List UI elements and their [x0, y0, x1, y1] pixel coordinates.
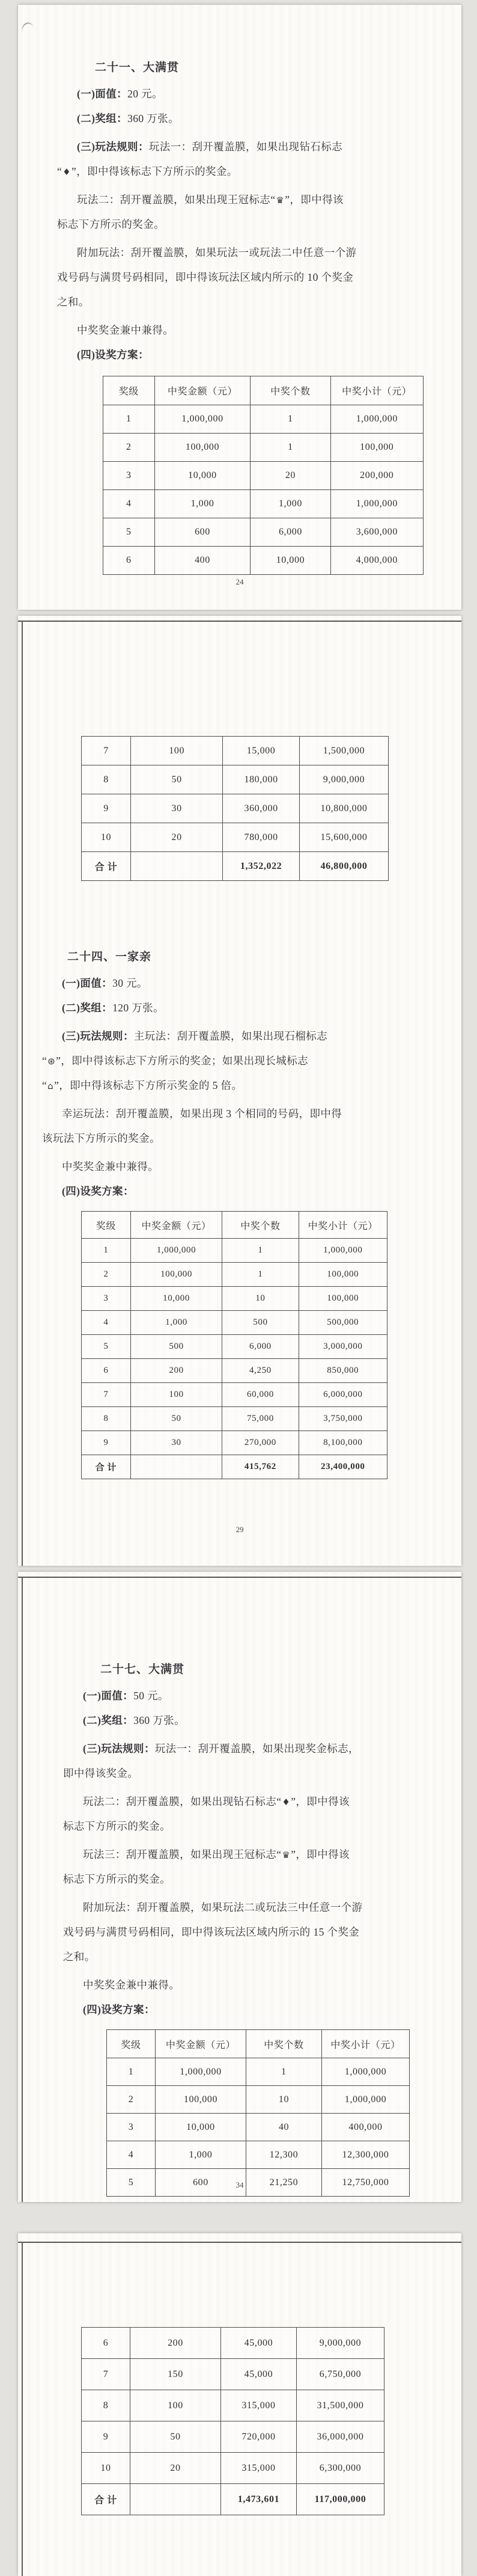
table-cell: 1,000 — [130, 1311, 222, 1335]
page-1-content — [18, 5, 461, 575]
table-row — [107, 2141, 410, 2169]
table-cell: 1 — [107, 2058, 156, 2086]
lucky-play-line1: 幸运玩法：刮开覆盖膜，如果出现 3 个相同的号码，即中得 — [62, 1108, 342, 1120]
scheme-label-line: (四)设奖方案： — [77, 349, 149, 361]
scheme-label-line: (四)设奖方案： — [83, 2004, 155, 2016]
column-header: 中奖金额（元） — [155, 2030, 246, 2058]
prize-group-line — [57, 106, 449, 131]
prize-group-text: 360 万张。 — [127, 112, 179, 124]
table-cell: 2 — [107, 2086, 156, 2114]
table-cell: 6,000,000 — [299, 1383, 387, 1407]
crown-icon: ♛ — [276, 195, 285, 206]
table-cell: 7 — [82, 737, 131, 765]
game24-prize-table — [81, 1211, 387, 1479]
table-cell: 100 — [130, 1383, 222, 1407]
prize-group-label: (二)奖组： — [77, 112, 128, 124]
table-cell: 10 — [246, 2086, 321, 2114]
table-cell: 400 — [154, 547, 251, 575]
extra-play-line1: 附加玩法：刮开覆盖膜，如果玩法一或玩法二中任意一个游 — [77, 247, 357, 259]
table-cell: 4 — [107, 2141, 156, 2169]
table-cell: 1,000,000 — [154, 405, 251, 434]
face-value-label: (一)面值： — [83, 1690, 134, 1702]
column-header: 奖级 — [103, 376, 155, 405]
prize-group-text: 360 万张。 — [133, 1714, 185, 1726]
table-cell: 6,300,000 — [296, 2453, 384, 2484]
table-cell: 20 — [130, 2453, 220, 2484]
table-cell: 30 — [131, 794, 223, 823]
table-cell: 8 — [82, 1407, 131, 1431]
table-cell: 5 — [107, 2169, 156, 2197]
table-cell: 10,000 — [251, 547, 330, 575]
table-cell: 500,000 — [299, 1311, 387, 1335]
table-cell: 180,000 — [223, 765, 300, 794]
face-value-line — [57, 82, 449, 106]
game21-prize-table-part1 — [103, 376, 424, 575]
table-cell: 1 — [222, 1239, 299, 1263]
table-cell: 10,000 — [155, 2114, 246, 2141]
column-header: 中奖小计（元） — [299, 1212, 387, 1239]
scheme-label-line: (四)设奖方案： — [62, 1185, 134, 1197]
table-cell: 3,600,000 — [330, 518, 423, 547]
table-row — [82, 823, 389, 852]
table-cell: 315,000 — [220, 2390, 296, 2421]
prize-group-line — [63, 1708, 449, 1733]
rule1-line1: 玩法一：刮开覆盖膜，如果出现钻石标志 — [148, 141, 343, 153]
table-header-row — [107, 2030, 410, 2058]
table-cell: 9 — [82, 2421, 130, 2453]
table-cell: 1,000,000 — [321, 2058, 409, 2086]
table-cell: 1,000 — [154, 490, 251, 518]
table-cell: 50 — [130, 2421, 220, 2453]
table-cell — [130, 1455, 222, 1479]
table-cell: 3,750,000 — [299, 1407, 387, 1431]
table-row — [82, 1239, 387, 1263]
table-cell: 1,000,000 — [130, 1239, 222, 1263]
table-cell: 45,000 — [220, 2359, 296, 2390]
table-row — [103, 405, 424, 434]
table-cell: 8,100,000 — [299, 1431, 387, 1455]
table-row — [82, 2453, 384, 2484]
table-cell: 3 — [82, 1287, 131, 1311]
column-header: 中奖金额（元） — [154, 376, 251, 405]
table-cell: 117,000,000 — [296, 2484, 384, 2515]
table-cell: 100,000 — [299, 1263, 387, 1287]
table-cell: 1 — [82, 1239, 131, 1263]
table-cell: 100,000 — [155, 2086, 246, 2114]
column-header: 奖级 — [107, 2030, 156, 2058]
table-row — [82, 1359, 387, 1383]
table-row — [82, 1287, 387, 1311]
prize-group-text: 120 万张。 — [112, 1002, 164, 1014]
table-cell: 100 — [131, 737, 223, 765]
table-cell: 10 — [82, 2453, 130, 2484]
rules-line — [63, 1737, 449, 1761]
face-value-text: 50 元。 — [133, 1690, 169, 1702]
table-cell: 3,000,000 — [299, 1335, 387, 1359]
extra-play-line2: 戏号码与满贯号码相同，即中得该玩法区域内所示的 10 个奖金 — [57, 271, 354, 283]
table-row — [107, 2114, 410, 2141]
table-cell: 31,500,000 — [296, 2390, 384, 2421]
column-header: 中奖个数 — [222, 1212, 299, 1239]
table-cell — [130, 2484, 220, 2515]
table-cell — [131, 852, 223, 881]
table-cell: 8 — [82, 765, 131, 794]
table-row — [82, 765, 389, 794]
table-cell: 8 — [82, 2390, 130, 2421]
table-cell: 1 — [103, 405, 155, 434]
column-header: 中奖个数 — [246, 2030, 321, 2058]
table-cell: 1,000 — [251, 490, 330, 518]
table-cell: 15,600,000 — [299, 823, 388, 852]
page-4-content — [18, 2233, 461, 2515]
table-cell: 10 — [82, 823, 131, 852]
pomegranate-icon: ⊛ — [47, 1056, 56, 1067]
table-cell: 10,000 — [154, 462, 251, 490]
table-cell: 9 — [82, 1431, 131, 1455]
table-cell: 1 — [246, 2058, 321, 2086]
face-value-label: (一)面值： — [77, 88, 128, 100]
table-cell: 合 计 — [82, 852, 131, 881]
face-value-text: 20 元。 — [127, 88, 163, 100]
rules-label: (三)玩法规则： — [77, 141, 149, 153]
table-cell: 50 — [130, 1407, 222, 1431]
table-cell: 7 — [82, 2359, 130, 2390]
rules-line — [57, 135, 449, 159]
scan-page-4 — [18, 2233, 461, 2576]
page-number: 34 — [235, 2180, 244, 2189]
prize-group-label: (二)奖组： — [62, 1002, 113, 1014]
table-cell: 6,000 — [251, 518, 330, 547]
table-row — [82, 2484, 384, 2515]
scan-page-1 — [18, 5, 461, 610]
rules-line — [42, 1024, 449, 1049]
table-cell: 850,000 — [299, 1359, 387, 1383]
table-cell: 315,000 — [220, 2453, 296, 2484]
table-row — [82, 737, 389, 765]
table-cell: 6 — [103, 547, 155, 575]
table-cell: 10,800,000 — [299, 794, 388, 823]
table-cell: 12,300,000 — [321, 2141, 409, 2169]
table-cell: 6,000 — [222, 1335, 299, 1359]
table-cell: 20 — [131, 823, 223, 852]
face-value-text: 30 元。 — [112, 977, 148, 989]
table-cell: 7 — [82, 1383, 131, 1407]
column-header: 中奖小计（元） — [330, 376, 423, 405]
table-cell: 3 — [103, 462, 155, 490]
table-cell: 12,750,000 — [321, 2169, 409, 2197]
extra-play-line3: 之和。 — [63, 1951, 96, 1963]
rule1-line2: 即中得该奖金。 — [63, 1767, 139, 1779]
table-cell: 100 — [130, 2390, 220, 2421]
table-cell: 1,500,000 — [299, 737, 388, 765]
table-cell: 1,000,000 — [155, 2058, 246, 2086]
rules-label: (三)玩法规则： — [83, 1743, 155, 1755]
table-cell: 30 — [130, 1431, 222, 1455]
table-cell: 10 — [222, 1287, 299, 1311]
win-note-line: 中奖奖金兼中兼得。 — [83, 1979, 180, 1991]
rule1-line1: 玩法一：刮开覆盖膜，如果出现奖金标志， — [154, 1743, 359, 1755]
table-cell: 20 — [251, 462, 330, 490]
table-cell: 1,000,000 — [321, 2086, 409, 2114]
face-value-label: (一)面值： — [62, 977, 113, 989]
page-number: 24 — [235, 577, 244, 586]
table-row — [103, 547, 424, 575]
table-row — [103, 518, 424, 547]
table-cell: 1,473,601 — [220, 2484, 296, 2515]
table-cell: 270,000 — [222, 1431, 299, 1455]
table-cell: 46,800,000 — [299, 852, 388, 881]
table-cell: 200,000 — [330, 462, 423, 490]
table-row — [103, 490, 424, 518]
scan-page-3 — [18, 1572, 461, 2202]
table-row — [82, 2359, 384, 2390]
crown-icon: ♛ — [282, 1850, 291, 1860]
lucky-play-line2: 该玩法下方所示的奖金。 — [42, 1132, 160, 1144]
table-cell: 36,000,000 — [296, 2421, 384, 2453]
diamond-icon: ♦ — [282, 1797, 291, 1808]
table-cell: 100,000 — [154, 434, 251, 462]
table-cell: 200 — [130, 2328, 220, 2359]
table-header-row — [82, 1212, 387, 1239]
table-row — [82, 1455, 387, 1479]
table-row — [82, 2328, 384, 2359]
face-value-line — [42, 971, 449, 996]
diamond-icon: ♦ — [62, 167, 71, 177]
table-cell: 100,000 — [130, 1263, 222, 1287]
table-cell: 5 — [103, 518, 155, 547]
table-cell: 23,400,000 — [299, 1455, 387, 1479]
section-24-title: 二十四、一家亲 — [67, 951, 152, 963]
game27-prize-table-part1 — [106, 2029, 410, 2197]
page-2-content — [18, 616, 461, 1479]
table-cell: 400,000 — [321, 2114, 409, 2141]
table-row — [82, 1431, 387, 1455]
table-cell: 45,000 — [220, 2328, 296, 2359]
extra-play-line3: 之和。 — [57, 296, 90, 308]
win-note-line: 中奖奖金兼中兼得。 — [62, 1161, 159, 1173]
main-play-line2: “⊛”，即中得该标志下方所示的奖金；如果出现长城标志 — [42, 1055, 309, 1067]
scan-page-2 — [18, 616, 461, 1566]
table-row — [82, 1383, 387, 1407]
table-cell: 600 — [155, 2169, 246, 2197]
table-cell: 10,000 — [130, 1287, 222, 1311]
rule1-line2: “♦”，即中得该标志下方所示的奖金。 — [57, 165, 238, 177]
table-cell: 200 — [130, 1359, 222, 1383]
table-cell: 360,000 — [223, 794, 300, 823]
section-27-title: 二十七、大满贯 — [100, 1663, 185, 1676]
column-header: 奖级 — [82, 1212, 131, 1239]
table-cell: 9 — [82, 794, 131, 823]
table-cell: 4 — [82, 1311, 131, 1335]
table-cell: 1 — [222, 1263, 299, 1287]
table-row — [82, 1335, 387, 1359]
table-row — [103, 434, 424, 462]
table-cell: 15,000 — [223, 737, 300, 765]
table-cell: 780,000 — [223, 823, 300, 852]
table-cell: 4,000,000 — [330, 547, 423, 575]
table-cell: 75,000 — [222, 1407, 299, 1431]
win-note-line: 中奖奖金兼中兼得。 — [77, 324, 174, 336]
game27-prize-table-part2 — [81, 2327, 384, 2515]
rule3-line1: 玩法三：刮开覆盖膜，如果出现王冠标志“♛”，即中得该 — [83, 1848, 350, 1860]
prize-group-line — [42, 996, 449, 1020]
table-cell: 3 — [107, 2114, 156, 2141]
rule3-line2: 标志下方所示的奖金。 — [63, 1873, 171, 1885]
table-header-row — [103, 376, 424, 405]
prize-group-label: (二)奖组： — [83, 1714, 134, 1726]
table-cell: 6 — [82, 1359, 131, 1383]
game21-prize-table-part2 — [81, 736, 389, 881]
face-value-line — [63, 1684, 449, 1708]
rule2-line2: 标志下方所示的奖金。 — [57, 218, 165, 230]
table-cell: 5 — [82, 1335, 131, 1359]
table-cell: 1 — [251, 405, 330, 434]
extra-play-line1: 附加玩法：刮开覆盖膜，如果玩法二或玩法三中任意一个游 — [83, 1901, 363, 1913]
table-cell: 1,000,000 — [330, 490, 423, 518]
table-row — [107, 2058, 410, 2086]
section-21-title: 二十一、大满贯 — [95, 61, 180, 74]
table-cell: 415,762 — [222, 1455, 299, 1479]
table-cell: 合 计 — [82, 2484, 130, 2515]
table-row — [82, 2390, 384, 2421]
table-cell: 合 计 — [82, 1455, 131, 1479]
table-cell: 4,250 — [222, 1359, 299, 1383]
table-row — [103, 462, 424, 490]
table-cell: 21,250 — [246, 2169, 321, 2197]
table-row — [82, 1263, 387, 1287]
table-cell: 1 — [251, 434, 330, 462]
rule2-line2: 标志下方所示的奖金。 — [63, 1820, 171, 1832]
page-3-content — [18, 1572, 461, 2197]
table-cell: 720,000 — [220, 2421, 296, 2453]
table-cell: 1,000,000 — [330, 405, 423, 434]
table-row — [107, 2086, 410, 2114]
rule2-line1: 玩法二：刮开覆盖膜，如果出现钻石标志“♦”，即中得该 — [83, 1796, 350, 1808]
table-cell: 12,300 — [246, 2141, 321, 2169]
table-cell: 6 — [82, 2328, 130, 2359]
main-play-line3: “⌂”，即中得该标志下方所示奖金的 5 倍。 — [42, 1079, 243, 1091]
table-row — [82, 794, 389, 823]
table-cell: 40 — [246, 2114, 321, 2141]
table-cell: 600 — [154, 518, 251, 547]
table-row — [82, 852, 389, 881]
table-cell: 60,000 — [222, 1383, 299, 1407]
table-cell: 6,750,000 — [296, 2359, 384, 2390]
great-wall-icon: ⌂ — [47, 1081, 54, 1091]
column-header: 中奖金额（元） — [130, 1212, 222, 1239]
table-cell: 1,000 — [155, 2141, 246, 2169]
column-header: 中奖个数 — [251, 376, 330, 405]
page-number: 29 — [235, 1525, 244, 1534]
rule2-line1: 玩法二：刮开覆盖膜，如果出现王冠标志“♛”，即中得该 — [77, 194, 344, 206]
table-cell: 100,000 — [299, 1287, 387, 1311]
table-row — [82, 1407, 387, 1431]
table-row — [82, 2421, 384, 2453]
extra-play-line2: 戏号码与满贯号码相同，即中得该玩法区域内所示的 15 个奖金 — [63, 1926, 360, 1938]
table-cell: 2 — [103, 434, 155, 462]
table-cell: 1,000,000 — [299, 1239, 387, 1263]
table-cell: 500 — [222, 1311, 299, 1335]
main-play-line1: 主玩法：刮开覆盖膜，如果出现石榴标志 — [133, 1030, 328, 1042]
table-cell: 2 — [82, 1263, 131, 1287]
column-header: 中奖小计（元） — [321, 2030, 409, 2058]
rules-label: (三)玩法规则： — [62, 1030, 134, 1042]
table-cell: 50 — [131, 765, 223, 794]
table-cell: 4 — [103, 490, 155, 518]
table-cell: 9,000,000 — [299, 765, 388, 794]
table-cell: 150 — [130, 2359, 220, 2390]
table-cell: 9,000,000 — [296, 2328, 384, 2359]
table-cell: 500 — [130, 1335, 222, 1359]
table-cell: 1,352,022 — [223, 852, 300, 881]
table-row — [82, 1311, 387, 1335]
table-cell: 100,000 — [330, 434, 423, 462]
